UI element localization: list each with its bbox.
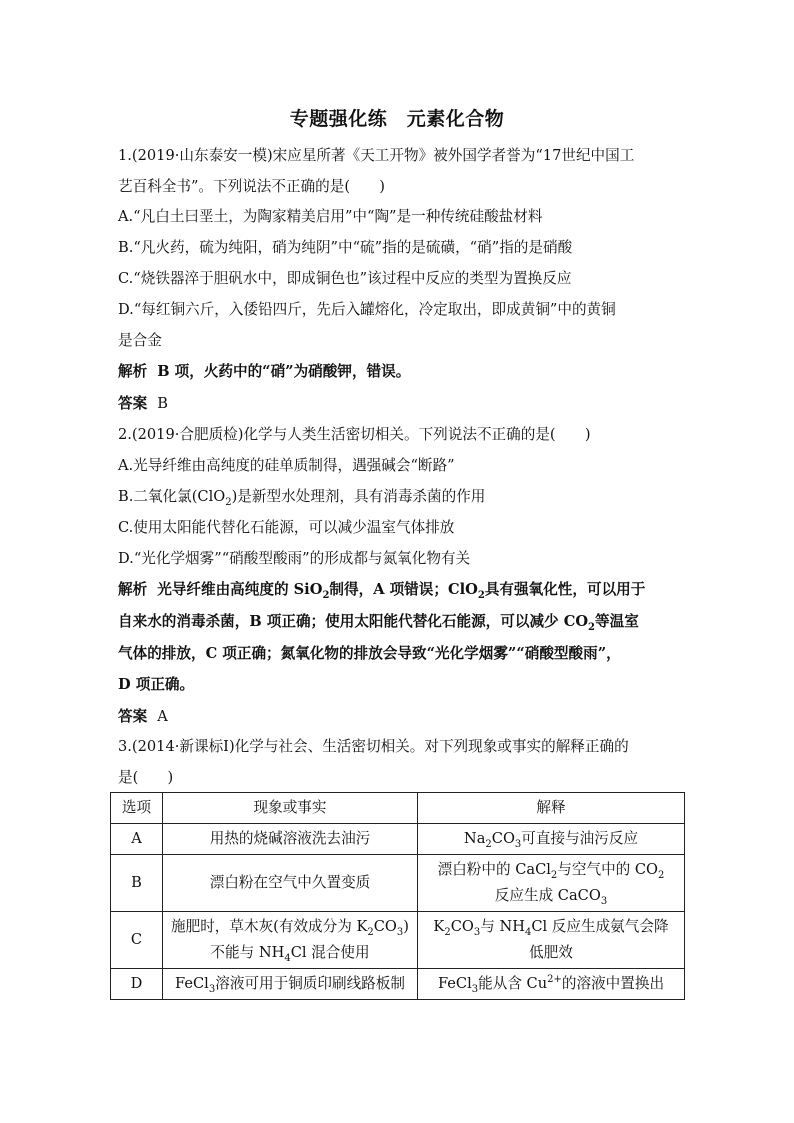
q1-option-d-line2: 是合金 — [118, 332, 162, 349]
q2-analysis-line1: 解析 光导纤维由高纯度的 SiO$_2$制得，A 项错误；ClO$_2$具有强氧化性，可以用于 — [118, 581, 646, 601]
q2-stem: 2.(2019·合肥质检)化学与人类生活密切相关。下列说法不正确的是( ) — [118, 426, 591, 443]
q2-analysis-line4: D 项正确。 — [118, 676, 195, 693]
table-cell-fact: 施肥时，草木灰(有效成分为 $K_2CO_3$) 不能与 $NH_4Cl$ 混合使用 — [163, 912, 418, 969]
table-header-row — [111, 793, 685, 824]
table-cell-option: A — [111, 824, 163, 855]
q2-option-a: A.光导纤维由高纯度的硅单质制得，遇强碱会“断路” — [118, 457, 455, 474]
q3-stem-line1: 3.(2014·新课标Ⅰ)化学与社会、生活密切相关。对下列现象或事实的解释正确的 — [118, 738, 629, 755]
q1-stem-line1: 1.(2019·山东泰安一模)宋应星所著《天工开物》被外国学者誉为“17世纪中国工 — [118, 147, 635, 164]
table-cell-explanation: 漂白粉中的 CaCl$_2$与空气中的 $CO_2$ 反应生成 CaCO$_3$ — [418, 855, 685, 912]
q2-analysis-label: 解析 — [118, 581, 148, 598]
table-cell-explanation: $K_2CO_3$与 $NH_4Cl$ 反应生成氨气会降 低肥效 — [418, 912, 685, 969]
q2-option-c: C.使用太阳能代替化石能源，可以减少温室气体排放 — [118, 519, 455, 536]
table-cell-fact: 用热的烧碱溶液洗去油污 — [163, 824, 418, 855]
table-cell-option: D — [111, 969, 163, 1000]
q2-answer-label: 答案 — [118, 708, 148, 725]
q1-option-a: A.“凡白土曰垩土，为陶家精美启用”中“陶”是一种传统硅酸盐材料 — [118, 208, 543, 225]
table-cell-fact: FeCl$_3$溶液可用于铜质印刷线路板制 — [163, 969, 418, 1000]
table-header: 解释 — [418, 793, 685, 824]
q1-answer-label: 答案 — [118, 395, 148, 412]
q1-analysis — [118, 362, 688, 382]
table-header: 选项 — [111, 793, 163, 824]
q2-option-b: B.二氧化氯(ClO$_2$)是新型水处理剂，具有消毒杀菌的作用 — [118, 488, 486, 508]
q1-answer-value: B — [157, 395, 168, 412]
table-row — [111, 855, 685, 912]
q1-analysis-text: B 项，火药中的“硝”为硝酸钾，错误。 — [157, 363, 411, 380]
q2-answer-value: A — [157, 708, 168, 725]
q2-analysis-line2: 自来水的消毒杀菌，B 项正确；使用太阳能代替化石能源，可以减少 $CO_2$等温室 — [118, 613, 639, 633]
q3-stem-line2: 是( ) — [118, 769, 174, 786]
table-cell-fact: 漂白粉在空气中久置变质 — [163, 855, 418, 912]
table-cell-explanation: $Na_2CO_3$可直接与油污反应 — [418, 824, 685, 855]
q1-option-b: B.“凡火药，硫为纯阳，硝为纯阴”中“硫”指的是硫磺，“硝”指的是硝酸 — [118, 239, 573, 256]
q1-stem-line2: 艺百科全书”。下列说法不正确的是( ) — [118, 178, 385, 195]
q2-answer — [118, 707, 688, 727]
table-cell-option: C — [111, 912, 163, 969]
q1-option-d-line1: D.“每红铜六斤，入倭铅四斤，先后入罐熔化，冷定取出，即成黄铜”中的黄铜 — [118, 301, 616, 318]
q1-answer — [118, 394, 688, 414]
q2-analysis-line3: 气体的排放，C 项正确；氮氧化物的排放会导致“光化学烟雾”“硝酸型酸雨”， — [118, 645, 621, 662]
table-cell-option: B — [111, 855, 163, 912]
q2-option-d: D.“光化学烟雾”“硝酸型酸雨”的形成都与氮氧化物有关 — [118, 550, 471, 567]
table-row — [111, 824, 685, 855]
table-row — [111, 969, 685, 1000]
q1-option-c: C.“烧铁器淬于胆矾水中，即成铜色也”该过程中反应的类型为置换反应 — [118, 270, 572, 287]
table-header: 现象或事实 — [163, 793, 418, 824]
q1-analysis-label: 解析 — [118, 363, 148, 380]
q3-table — [110, 792, 685, 1000]
table-row — [111, 912, 685, 969]
table-cell-explanation: FeCl$_3$能从含 $Cu^{2+}$的溶液中置换出 — [418, 969, 685, 1000]
page-title: 专题强化练 元素化合物 — [289, 108, 505, 130]
